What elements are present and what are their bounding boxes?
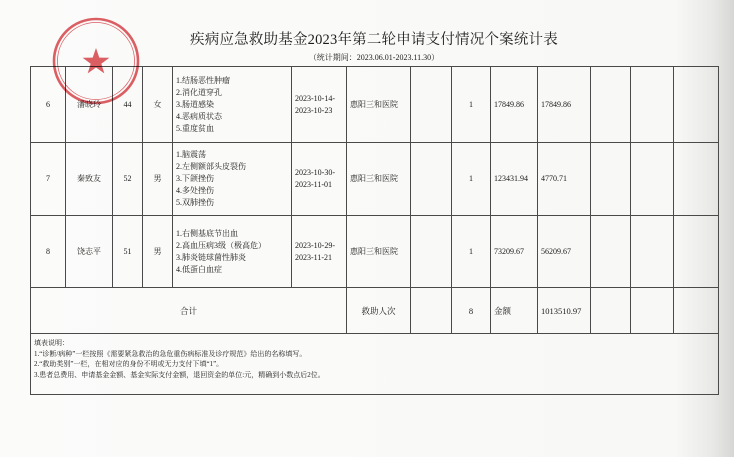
cell-category-unable: 1 bbox=[452, 67, 491, 143]
total-amount: 1013510.97 bbox=[538, 288, 591, 334]
diagnosis-line: 3.肠道感染 bbox=[176, 99, 214, 109]
total-blank-cell bbox=[411, 288, 452, 334]
diagnosis-line: 2.左侧额部头皮裂伤 bbox=[176, 162, 246, 171]
cell-name: 潘晓玲 bbox=[66, 67, 113, 143]
document-title: 疾病应急救助基金2023年第二轮申请支付情况个案统计表 bbox=[190, 32, 558, 48]
cell-remark bbox=[674, 143, 719, 216]
cell-gender: 男 bbox=[143, 143, 173, 216]
diagnosis-line: 5.重度贫血 bbox=[176, 123, 214, 133]
case-rows bbox=[31, 67, 719, 288]
diagnosis-line: 4.低蛋白血症 bbox=[176, 264, 222, 274]
cell-remark bbox=[674, 67, 719, 143]
dates-line: 2023-10-30- bbox=[295, 168, 335, 177]
cell-name: 秦致友 bbox=[66, 143, 113, 216]
cell-dates bbox=[292, 143, 347, 216]
cell-gender: 女 bbox=[143, 67, 173, 143]
cell-applied-amount: 17849.86 bbox=[538, 67, 591, 143]
total-blank-cell bbox=[631, 288, 674, 334]
cell-age: 51 bbox=[113, 216, 143, 288]
cell-no: 7 bbox=[31, 143, 66, 216]
diagnosis-line: 5.双肺挫伤 bbox=[176, 198, 214, 207]
cell-gender: 男 bbox=[143, 216, 173, 288]
cell-dates bbox=[292, 216, 347, 288]
summary-section bbox=[31, 288, 719, 395]
diagnosis-line: 3.肺炎链球菌性肺炎 bbox=[176, 252, 246, 262]
table-row bbox=[31, 143, 719, 216]
cell-refund bbox=[631, 67, 674, 143]
cell-category-unknown bbox=[411, 216, 452, 288]
cell-category-unable: 1 bbox=[452, 143, 491, 216]
dates-line: 2023-10-29- bbox=[295, 240, 335, 250]
notes-cell bbox=[31, 334, 719, 395]
cell-diagnosis bbox=[173, 216, 292, 288]
cell-refund bbox=[631, 216, 674, 288]
diagnosis-line: 2.消化道穿孔 bbox=[176, 87, 222, 97]
note-item: 2.“救助类别”一栏，在相对应的身份不明或无力支付下填“1”。 bbox=[34, 360, 224, 368]
dates-line: 2023-10-23 bbox=[295, 105, 333, 115]
total-blank-cell bbox=[591, 288, 631, 334]
notes-heading: 填表说明： bbox=[34, 339, 69, 347]
cell-total-cost: 123431.94 bbox=[491, 143, 538, 216]
cell-hospital: 惠阳三和医院 bbox=[347, 143, 411, 216]
total-row bbox=[31, 288, 719, 334]
cell-actual-paid bbox=[591, 67, 631, 143]
total-blank-cell bbox=[674, 288, 719, 334]
total-label: 合计 bbox=[31, 288, 347, 334]
statistics-period: （统计期间：2023.06.01-2023.11.30） bbox=[308, 53, 440, 62]
dates-line: 2023-10-14- bbox=[295, 93, 335, 103]
cell-age: 52 bbox=[113, 143, 143, 216]
diagnosis-line: 3.下颌挫伤 bbox=[176, 174, 214, 183]
cell-category-unable: 1 bbox=[452, 216, 491, 288]
cell-actual-paid bbox=[591, 216, 631, 288]
cell-no: 8 bbox=[31, 216, 66, 288]
cell-category-unknown bbox=[411, 143, 452, 216]
total-count: 8 bbox=[452, 288, 491, 334]
diagnosis-line: 4.恶病质状态 bbox=[176, 111, 222, 121]
note-item: 3.患者总费用、申请基金金额、基金实际支付金额，退回资金的单位:元，精确到小数点后2位。 bbox=[34, 370, 325, 379]
diagnosis-line: 1.脑震荡 bbox=[176, 150, 206, 159]
cell-total-cost: 17849.86 bbox=[491, 67, 538, 143]
note-item: 1.“诊断/病种”一栏按照《需要紧急救治的急危重伤病标准及诊疗规范》给出的名称填写。 bbox=[34, 349, 307, 358]
cell-diagnosis bbox=[173, 143, 292, 216]
dates-line: 2023-11-01 bbox=[295, 180, 333, 189]
cell-age: 44 bbox=[113, 67, 143, 143]
cell-applied-amount: 4770.71 bbox=[538, 143, 591, 216]
total-count-label: 救助人次 bbox=[347, 288, 411, 334]
total-amount-label: 金额 bbox=[491, 288, 538, 334]
cell-total-cost: 73209.67 bbox=[491, 216, 538, 288]
cell-diagnosis bbox=[173, 67, 292, 143]
cell-actual-paid bbox=[591, 143, 631, 216]
notes-row bbox=[31, 334, 719, 395]
diagnosis-line: 1.右侧基底节出血 bbox=[176, 228, 238, 238]
diagnosis-line: 2.高血压病3级（极高危） bbox=[176, 240, 266, 250]
cell-no: 6 bbox=[31, 67, 66, 143]
table-row bbox=[31, 216, 719, 288]
diagnosis-line: 4.多处挫伤 bbox=[176, 186, 214, 195]
diagnosis-line: 1.结肠恶性肿瘤 bbox=[176, 75, 230, 85]
cell-hospital: 惠阳三和医院 bbox=[347, 67, 411, 143]
table-row bbox=[31, 67, 719, 143]
cell-dates bbox=[292, 67, 347, 143]
case-statistics-table bbox=[30, 66, 719, 395]
cell-applied-amount: 56209.67 bbox=[538, 216, 591, 288]
cell-remark bbox=[674, 216, 719, 288]
cell-hospital: 惠阳三和医院 bbox=[347, 216, 411, 288]
cell-name: 饶志平 bbox=[66, 216, 113, 288]
cell-category-unknown bbox=[411, 67, 452, 143]
dates-line: 2023-11-21 bbox=[295, 252, 333, 262]
cell-refund bbox=[631, 143, 674, 216]
